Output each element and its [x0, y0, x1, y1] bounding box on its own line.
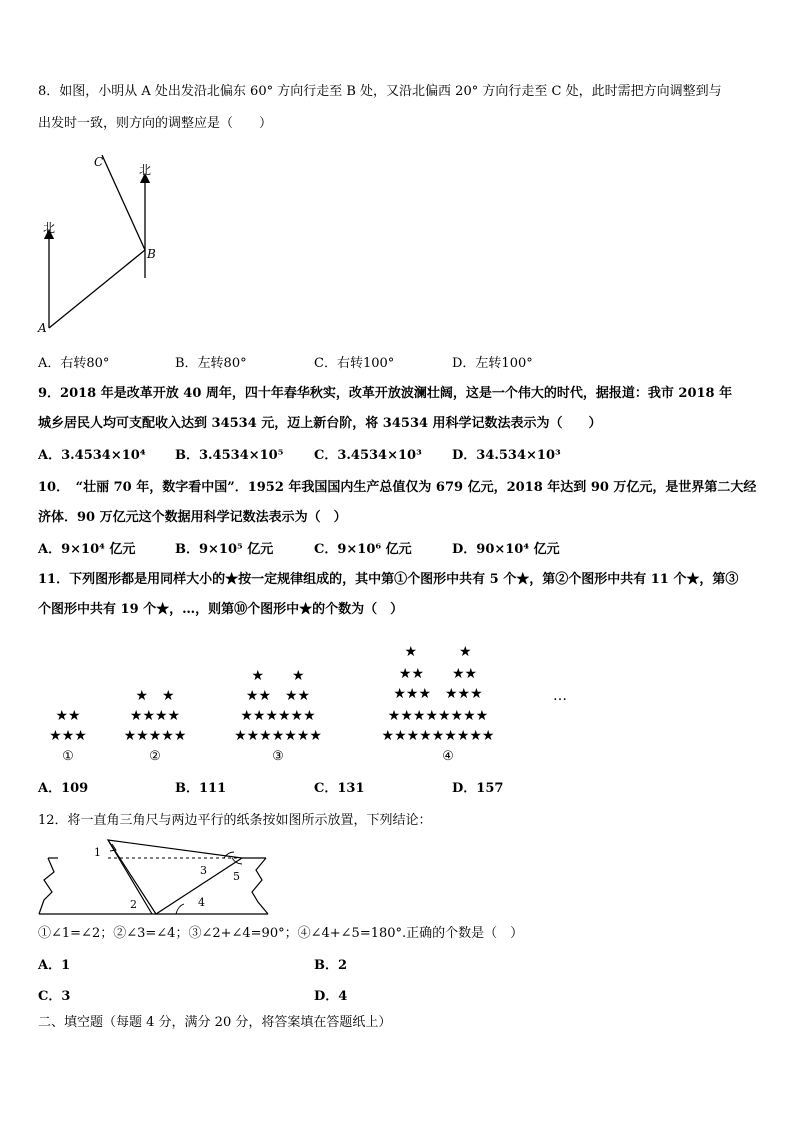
q10-option-b: B．9×10⁵ 亿元	[175, 542, 274, 557]
fig1-row1: ★★	[55, 708, 81, 724]
fig3-row4: ★★★★★★★	[234, 728, 322, 744]
fig2-row3: ★★★★★	[123, 728, 187, 744]
q9-option-d: D．34.534×10³	[452, 448, 561, 463]
fig3-row1: ★ ★	[251, 668, 305, 684]
fig4-label: ④	[442, 749, 454, 764]
q8-option-a: A．右转80°	[38, 356, 110, 371]
fig4-row1: ★ ★	[404, 644, 472, 660]
q12-option-b: B．2	[314, 958, 348, 973]
point-b: B	[147, 247, 156, 261]
point-a: A	[38, 321, 47, 335]
segment-ab	[49, 250, 145, 328]
fig2-row1: ★ ★	[135, 688, 175, 704]
q12-line1: 12．将一直角三角尺与两边平行的纸条按如图所示放置，下列结论：	[38, 813, 432, 828]
q8-option-c: C．右转100°	[314, 356, 395, 371]
q11-option-c: C．131	[314, 781, 365, 796]
q12-option-a: A．1	[38, 958, 71, 973]
triangle-ruler	[108, 840, 242, 914]
q10-option-c: C．9×10⁶ 亿元	[314, 542, 412, 557]
q9-option-c: C．3.4534×10³	[314, 448, 422, 463]
q12-option-d: D．4	[314, 989, 348, 1004]
q8-line1: 8．如图，小明从 A 处出发沿北偏东 60° 方向行走至 B 处，又沿北偏西 20° 方向行走至 C 处，此时需把方向调整到与	[38, 84, 722, 99]
fig1-row2: ★★★	[49, 728, 87, 744]
angle-label-3: 3	[200, 864, 207, 877]
q12-figure	[36, 834, 272, 918]
q11-line1: 11．下列图形都是用同样大小的★按一定规律组成的，其中第①个图形中共有 5 个★，第②个图形中共有 11 个★，第③	[38, 572, 739, 587]
point-c: C	[94, 155, 104, 169]
fig4-row2: ★★ ★★	[398, 666, 478, 682]
q9-option-b: B．3.4534×10⁵	[175, 448, 284, 463]
fig4-row3: ★★★ ★★★	[393, 686, 483, 702]
q11-star-figure	[30, 638, 590, 768]
angle-label-1: 1	[94, 846, 101, 859]
q11-option-a: A．109	[38, 781, 89, 796]
q9-line2: 城乡居民人均可支配收入达到 34534 元，迈上新台阶，将 34534 用科学记数法表示为（ ）	[38, 416, 602, 431]
q11-option-d: D．157	[452, 781, 504, 796]
q11-option-b: B．111	[175, 781, 227, 796]
fig2-label: ②	[149, 749, 161, 764]
north-label-b: 北	[139, 163, 152, 177]
fig4-row5: ★★★★★★★★★	[381, 728, 495, 744]
q8-line2: 出发时一致，则方向的调整应是（ ）	[38, 116, 273, 131]
q12-line2: ①∠1=∠2；②∠3=∠4；③∠2+∠4=90°；④∠4+∠5=180°.正确的个数是（ ）	[38, 926, 524, 941]
q10-option-a: A．9×10⁴ 亿元	[38, 542, 136, 557]
fig4-row4: ★★★★★★★★	[387, 708, 489, 724]
q8-option-b: B．左转80°	[175, 356, 247, 371]
q11-line2: 个图形中共有 19 个★，…，则第⑩个图形中★的个数为（ ）	[38, 602, 404, 617]
north-label-a: 北	[43, 221, 56, 235]
q8-figure	[30, 150, 170, 340]
fig3-row3: ★★★★★★	[240, 708, 316, 724]
fig2-row2: ★★★★	[129, 708, 181, 724]
fig3-row2: ★★ ★★	[245, 688, 311, 704]
section-heading: 二、填空题（每题 4 分，满分 20 分，将答案填在答题纸上）	[38, 1015, 392, 1030]
fig1-label: ①	[62, 749, 74, 764]
q10-option-d: D．90×10⁴ 亿元	[452, 542, 560, 557]
q9-option-a: A．3.4534×10⁴	[38, 448, 146, 463]
angle-label-2: 2	[130, 898, 137, 911]
q12-option-c: C．3	[38, 989, 71, 1004]
fig3-label: ③	[272, 749, 284, 764]
q8-option-d: D．左转100°	[452, 356, 533, 371]
strip-left-edge	[39, 858, 54, 914]
arc-4	[176, 904, 184, 914]
strip-right-edge	[252, 858, 268, 914]
angle-label-5: 5	[233, 870, 240, 883]
q10-line2: 济体．90 万亿元这个数据用科学记数法表示为（ ）	[38, 510, 347, 525]
q9-line1: 9．2018 年是改革开放 40 周年，四十年春华秋实，改革开放波澜壮阔，这是一个伟大的时代，据报道：我市 2018 年	[38, 386, 733, 401]
angle-label-4: 4	[198, 896, 205, 909]
fig-ellipsis: …	[553, 688, 567, 704]
q10-line1: 10． “壮丽 70 年，数字看中国”．1952 年我国国内生产总值仅为 679 亿元，2018 年达到 90 万亿元，是世界第二大经	[38, 480, 757, 495]
